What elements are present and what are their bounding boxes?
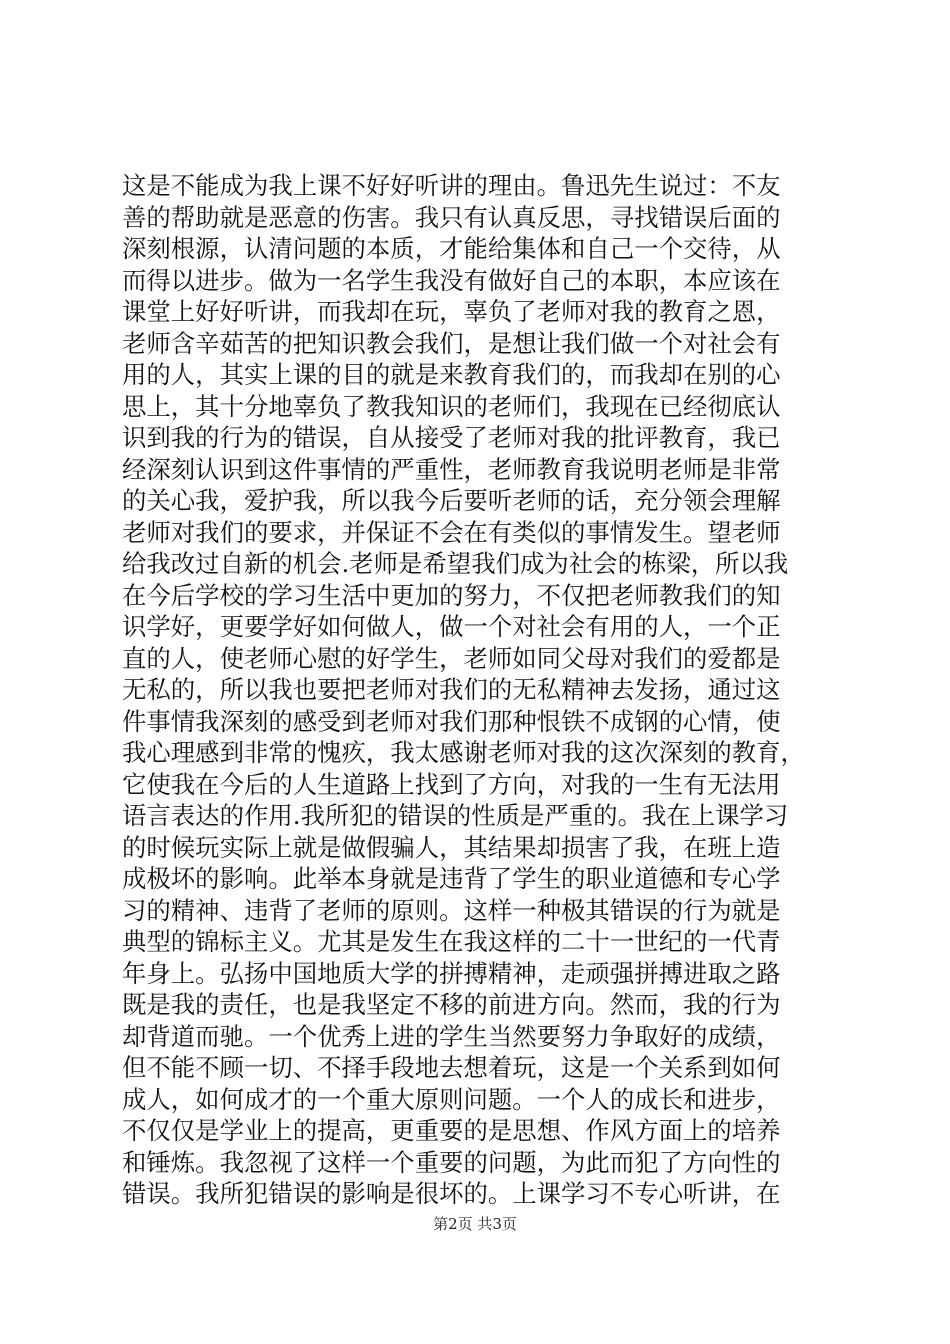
text-line: 老师对我们的要求，并保证不会在有类似的事情发生。望老师 xyxy=(122,517,781,547)
text-line: 课堂上好好听讲，而我却在玩，辜负了老师对我的教育之恩， xyxy=(122,297,781,326)
text-line: 直的人，使老师心慰的好学生，老师如同父母对我们的爱都是 xyxy=(122,643,781,673)
text-line: 年身上。弘扬中国地质大学的拼搏精神，走顽强拼搏进取之路 xyxy=(122,958,781,988)
text-line: 无私的，所以我也要把老师对我们的无私精神去发扬，通过这 xyxy=(122,675,781,704)
text-line: 语言表达的作用.我所犯的错误的性质是严重的。我在上课学习 xyxy=(122,801,789,830)
text-line: 不仅仅是学业上的提高，更重要的是思想、作风方面上的培养 xyxy=(122,1116,781,1145)
text-line: 这是不能成为我上课不好好听讲的理由。鲁迅先生说过：不友 xyxy=(122,171,781,200)
text-line: 经深刻认识到这件事情的严重性，老师教育我说明老师是非常 xyxy=(122,454,781,484)
body-text xyxy=(122,170,842,1210)
text-line: 的时候玩实际上就是做假骗人，其结果却损害了我，在班上造 xyxy=(122,832,781,862)
text-line: 它使我在今后的人生道路上找到了方向，对我的一生有无法用 xyxy=(122,769,781,799)
text-line: 而得以进步。做为一名学生我没有做好自己的本职，本应该在 xyxy=(122,265,781,295)
text-line: 老师含辛茹苦的把知识教会我们，是想让我们做一个对社会有 xyxy=(122,328,781,358)
text-line: 思上，其十分地辜负了教我知识的老师们，我现在已经彻底认 xyxy=(122,391,781,421)
text-line: 典型的锦标主义。尤其是发生在我这样的二十一世纪的一代青 xyxy=(122,927,781,956)
text-line: 习的精神、违背了老师的原则。这样一种极其错误的行为就是 xyxy=(122,895,781,925)
text-line: 件事情我深刻的感受到老师对我们那种恨铁不成钢的心情，使 xyxy=(122,706,781,736)
text-line: 在今后学校的学习生活中更加的努力，不仅把老师教我们的知 xyxy=(122,580,781,610)
text-line: 成极坏的影响。此举本身就是违背了学生的职业道德和专心学 xyxy=(122,864,781,893)
text-line: 识学好，更要学好如何做人，做一个对社会有用的人，一个正 xyxy=(122,612,781,641)
text-line: 深刻根源，认清问题的本质，才能给集体和自己一个交待，从 xyxy=(122,234,781,263)
text-line: 错误。我所犯错误的影响是很坏的。上课学习不专心听讲，在 xyxy=(122,1179,781,1208)
text-line: 用的人，其实上课的目的就是来教育我们的，而我却在别的心 xyxy=(122,360,781,389)
page-footer: 第2页 共3页 xyxy=(433,1215,517,1233)
text-line: 善的帮助就是恶意的伤害。我只有认真反思，寻找错误后面的 xyxy=(122,202,781,232)
text-line: 我心理感到非常的愧疚，我太感谢老师对我的这次深刻的教育， xyxy=(122,738,805,767)
text-line: 既是我的责任，也是我坚定不移的前进方向。然而，我的行为 xyxy=(122,990,781,1019)
text-line: 和锤炼。我忽视了这样一个重要的问题，为此而犯了方向性的 xyxy=(122,1147,781,1177)
text-line: 但不能不顾一切、不择手段地去想着玩，这是一个关系到如何 xyxy=(122,1053,781,1082)
text-line: 给我改过自新的机会.老师是希望我们成为社会的栋梁，所以我 xyxy=(122,549,789,578)
text-line: 识到我的行为的错误，自从接受了老师对我的批评教育，我已 xyxy=(122,423,781,452)
text-line: 的关心我，爱护我，所以我今后要听老师的话，充分领会理解 xyxy=(122,486,781,515)
text-line: 却背道而驰。一个优秀上进的学生当然要努力争取好的成绩， xyxy=(122,1021,781,1051)
text-line: 成人，如何成才的一个重大原则问题。一个人的成长和进步， xyxy=(122,1084,781,1114)
